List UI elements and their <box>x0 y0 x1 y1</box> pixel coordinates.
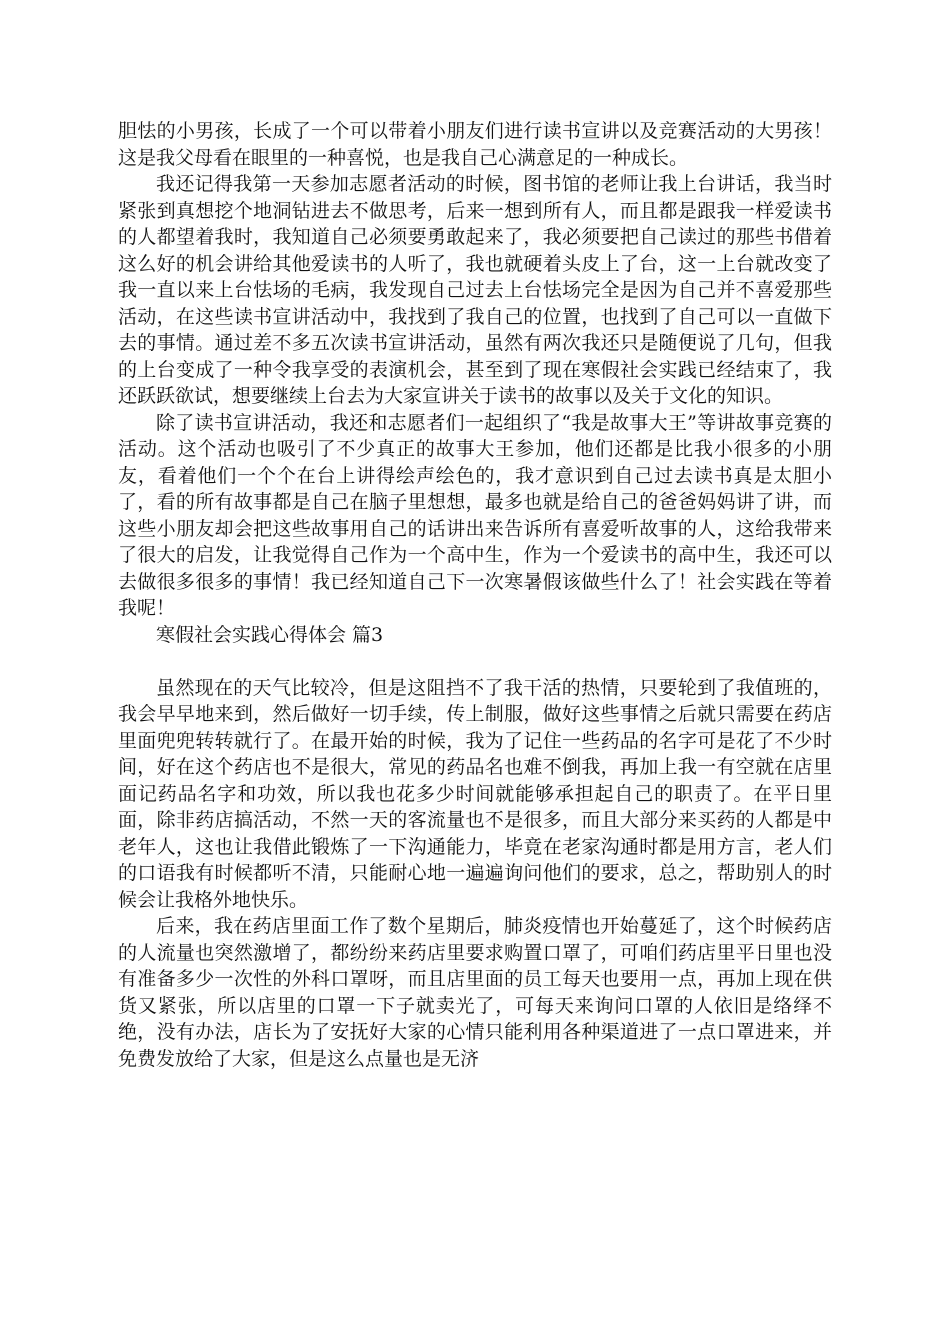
paragraph-story-contest: 除了读书宣讲活动，我还和志愿者们一起组织了“我是故事大王”等讲故事竞赛的活动。这个活动也吸引了不少真正的故事大王参加，他们还都是比我小很多的小朋友，看着他们一个个在台上讲得绘声绘色的，我才意识到自己过去读书真是太胆小了，看的所有故事都是自己在脑子里想想，最多也就是给自己的爸爸妈妈讲了讲，而这些小朋友却会把这些故事用自己的话讲出来告诉所有喜爱听故事的人，这给我带来了很大的启发，让我觉得自己作为一个高中生，作为一个爱读书的高中生，我还可以去做很多很多的事情！我已经知道自己下一次寒暑假该做些什么了！社会实践在等着我呢！ <box>118 411 832 619</box>
paragraph-epidemic: 后来，我在药店里面工作了数个星期后，肺炎疫情也开始蔓延了，这个时候药店的人流量也突然激增了，都纷纷来药店里要求购置口罩了，可咱们药店里平日里也没有准备多少一次性的外科口罩呀，而且店里面的员工每天也要用一点，再加上现在供货又紧张，所以店里的口罩一下子就卖光了，可每天来询问口罩的人依旧是络绎不绝，没有办法，店长为了安抚好大家的心情只能利用各种渠道进了一点口罩进来，并免费发放给了大家，但是这么点量也是无济 <box>118 915 832 1070</box>
section-heading: 寒假社会实践心得体会 篇3 <box>156 623 384 646</box>
paragraph-first-volunteer-day: 我还记得我第一天参加志愿者活动的时候，图书馆的老师让我上台讲话，我当时紧张到真想挖个地洞钻进去不做思考，后来一想到所有人，而且都是跟我一样爱读书的人都望着我时，我知道自己必须要勇敢起来了，我必须要把自己读过的那些书借着这么好的机会讲给其他爱读书的人听了，我也就硬着头皮上了台，这一上台就改变了我一直以来上台怯场的毛病，我发现自己过去上台怯场完全是因为自己并不喜爱那些活动，在这些读书宣讲活动中，我找到了我自己的位置，也找到了自己可以一直做下去的事情。通过差不多五次读书宣讲活动，虽然有两次我还只是随便说了几句，但我的上台变成了一种令我享受的表演机会，甚至到了现在寒假社会实践已经结束了，我还跃跃欲试，想要继续上台去为大家宣讲关于读书的故事以及关于文化的知识。 <box>118 173 832 407</box>
blank-line <box>118 648 832 675</box>
paragraph-continued: 胆怯的小男孩，长成了一个可以带着小朋友们进行读书宣讲以及竞赛活动的大男孩！这是我父母看在眼里的一种喜悦，也是我自己心满意足的一种成长。 <box>118 120 832 169</box>
document-body <box>118 118 832 1072</box>
paragraph-pharmacy-work: 虽然现在的天气比较冷，但是这阻挡不了我干活的热情，只要轮到了我值班的，我会早早地来到，然后做好一切手续，传上制服，做好这些事情之后就只需要在药店里面兜兜转转就行了。在最开始的时候，我为了记住一些药品的名字可是花了不少时间，好在这个药店也不是很大，常见的药品名也难不倒我，再加上我一有空就在店里面记药品名字和功效，所以我也花多少时间就能够承担起自己的职责了。在平日里面，除非药店搞活动，不然一天的客流量也不是很多，而且大部分来买药的人都是中老年人，这也让我借此锻炼了一下沟通能力，毕竟在老家沟通时都是用方言，老人们的口语我有时候都听不清，只能耐心地一遍遍询问他们的要求，总之，帮助别人的时候会让我格外地快乐。 <box>118 676 832 911</box>
